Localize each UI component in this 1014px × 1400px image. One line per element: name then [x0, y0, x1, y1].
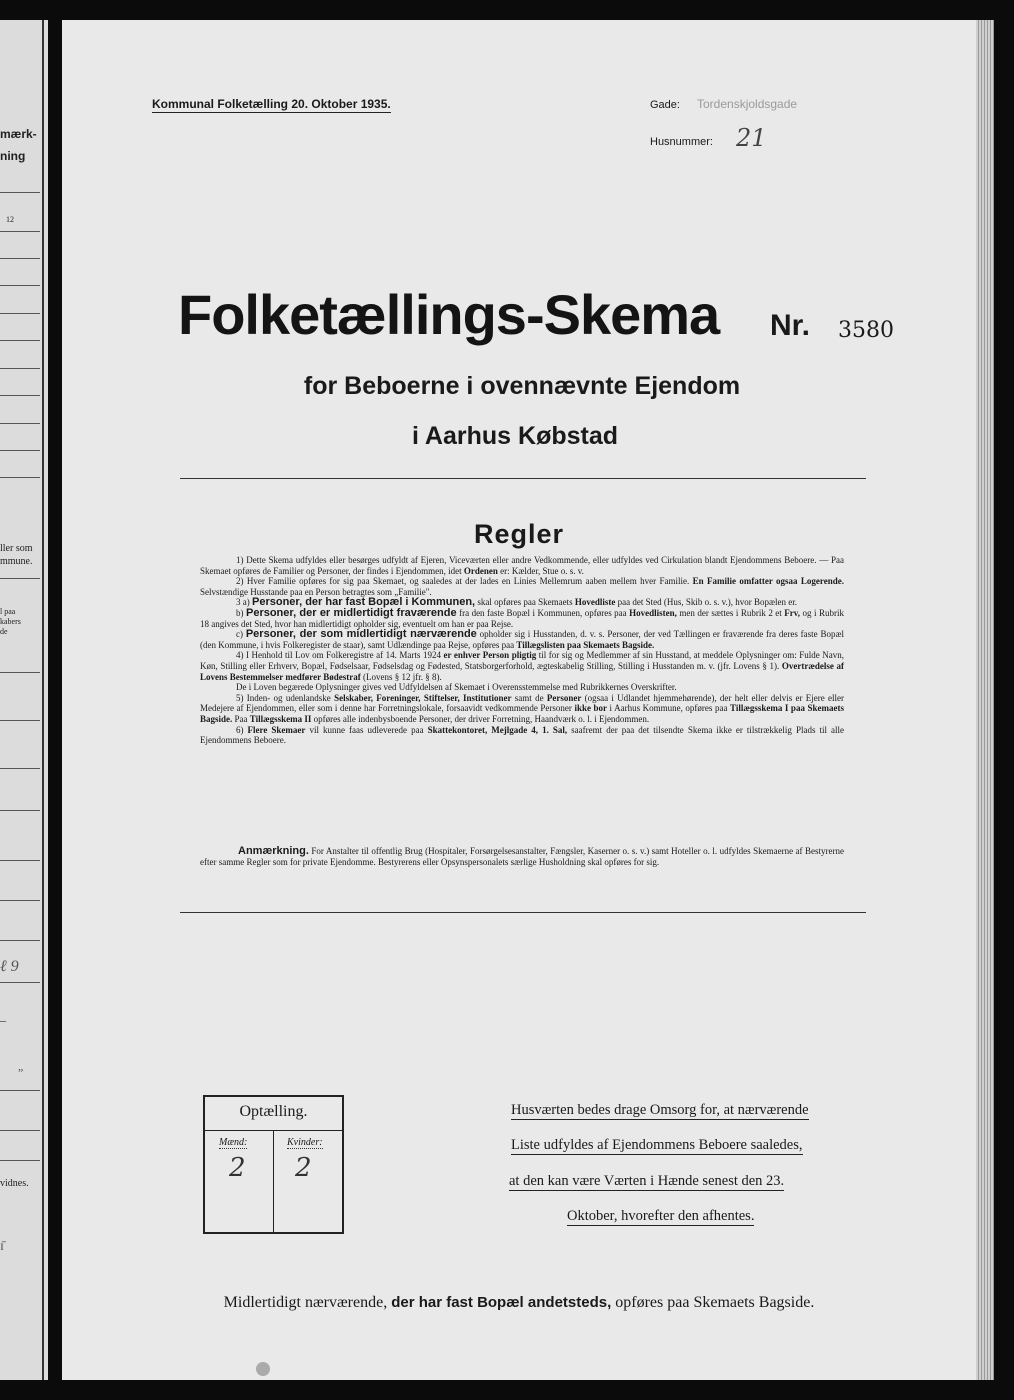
rule-3a: 3 a) Personer, der har fast Bopæl i Kommunen, skal opføres paa Skemaets Hovedliste paa det Sted (Hus, Skib o. s. v.), hvor Bopælen er.	[236, 596, 797, 609]
page-stack-edge	[976, 20, 994, 1380]
footer-note: Midlertidigt nærværende, der har fast Bopæl andetsteds, opføres paa Skemaets Bagside.	[223, 1294, 815, 1311]
remark-text	[200, 846, 844, 868]
remark-heading: Anmærkning.	[238, 845, 309, 857]
left-fragment: mærk-	[0, 127, 37, 141]
remark-body: For Anstalter til offentlig Brug (Hospitaler, Forsørgelsesanstalter, Fængsler, Kaserner o. s. v.) samt Hoteller o. l. udfyldes Skemaerne af Bestyrerne efter samme Regler som for private Ejendomme. Bestyrerens eller Opsynspersonalets særlige Husholdning skal opføres for sig.	[200, 846, 845, 867]
left-fragment: de	[0, 627, 8, 636]
left-fragment: –	[0, 1013, 6, 1027]
instruction-line: at den kan være Værten i Hænde senest den 23.	[509, 1173, 785, 1189]
rule-6: 6) Flere Skemaer vil kunne faas udleverede paa Skattekontoret, Mejlgade 4, 1. Sal, saafremt der paa det tilsendte Skema ikke er tilstrækkelig Plads til alle Ejendommens Beboere.	[200, 724, 845, 746]
instruction-line: Oktober, hvorefter den afhentes.	[567, 1208, 755, 1224]
left-fragment: „	[18, 1059, 24, 1073]
house-number-value: 21	[736, 124, 767, 152]
left-fragment: ℓ 9	[0, 958, 19, 975]
street-label: Gade:	[650, 99, 680, 111]
rule-1: 1) Dette Skema udfyldes eller besørges udfyldt af Ejeren, Viceværten eller andre Vedkommende, eller udfyldes ved Cirkulation blandt Ejendommens Beboere. — Paa Skemaet opføres de Familier og Personer, der findes i Ejendommen, idet Ordenen er: Kælder, Stue o. s. v.	[200, 555, 844, 576]
men-label: Mænd:	[219, 1137, 248, 1148]
rule-4-cont: De i Loven begærede Oplysninger gives ved Udfyldelsen af Skemaet i Overensstemmelse med Rubrikkernes Overskrifter.	[236, 682, 677, 693]
women-label: Kvinder:	[287, 1137, 323, 1148]
left-fragment: ɪ̄	[0, 1239, 4, 1254]
street-value: Tordenskjoldsgade	[697, 97, 798, 111]
rules-text	[200, 555, 844, 746]
house-number-label: Husnummer:	[650, 136, 713, 148]
count-box	[203, 1095, 344, 1234]
rule-2: 2) Hver Familie opføres for sig paa Skemaet, og saaledes at der lades en Linies Mellemrum aaben mellem hver Familie. En Familie omfatter ogsaa Logerende. Selvstændige Husstande paa en Person betragtes som „Familie".	[200, 576, 844, 597]
men-count: 2	[229, 1153, 246, 1183]
divider	[180, 478, 866, 479]
rule-3b: b) Personer, der er midlertidigt fraværende fra den faste Bopæl i Kommunen, opføres paa Hovedlisten, men der sættes i Rubrik 2 et Frv, og i Rubrik 18 angives det Sted, hvor han midlertidigt opholder sig, eventuelt om han er paa Rejse.	[200, 606, 844, 629]
left-fragment: mmune.	[0, 556, 33, 567]
count-title: Optælling.	[205, 1097, 342, 1131]
divider	[180, 912, 866, 913]
count-divider	[273, 1130, 274, 1234]
form-title: Folketællings-Skema	[178, 283, 720, 346]
left-adjacent-page	[0, 20, 48, 1380]
form-subtitle-city: i Aarhus Købstad	[411, 422, 619, 450]
left-fragment: ller som	[0, 543, 33, 554]
left-fragment: 12	[6, 215, 14, 224]
form-number-value: 3580	[838, 318, 894, 343]
left-fragment: vidnes.	[0, 1178, 29, 1189]
punch-hole	[256, 1362, 270, 1376]
rule-4: 4) I Henhold til Lov om Folkeregistre af 14. Marts 1924 er enhver Person pligtig til for sig og Medlemmer af sin Husstand, at meddele Oplysninger om: Fulde Navn, Køn, Stilling eller Erhverv, Bopæl, Fødselsaar, Fødselsdag og Fødested, Statsborgerforhold, ægteskabelig Stilling, Stilling i Husstanden m. v. (jfr. Lovens § 1). Overtrædelse af Lovens Bestemmelser medfører Bødestraf (Lovens § 12 jfr. § 8).	[200, 650, 845, 682]
left-fragment: ning	[0, 149, 26, 163]
instruction-line: Husværten bedes drage Omsorg for, at nærværende	[511, 1102, 809, 1118]
rule-5: 5) Inden- og udenlandske Selskaber, Foreninger, Stiftelser, Institutioner samt de Personer (ogsaa i Udlandet hjemmehørende), der helt eller delvis er Ejere eller Medejere af Ejendommen, eller som i denne har Forretningslokale, forsaavidt vedkommende Personer ikke bor i Aarhus Kommune, opføres paa Tillægsskema I paa Skemaets Bagside. Paa Tillægsskema II opføres alle indenbysboende Personer, der driver Forretning, Haandværk o. l. i Ejendommen.	[200, 692, 845, 724]
rule-3c: c) Personer, der som midlertidigt nærværende opholder sig i Husstanden, d. v. s. Personer, der ved Tællingen er fraværende fra deres faste Bopæl (den Kommune, i hvis Folkeregister de staar), samt Udlændinge paa Rejse, opføres paa Tillægslisten paa Skemaets Bagside.	[200, 628, 845, 650]
women-count: 2	[295, 1153, 312, 1183]
form-subtitle: for Beboerne i ovennævnte Ejendom	[303, 372, 741, 400]
rules-heading: Regler	[474, 519, 565, 549]
left-fragment: kabers	[0, 617, 21, 626]
instruction-line: Liste udfyldes af Ejendommens Beboere saaledes,	[511, 1137, 803, 1153]
form-number-label: Nr.	[770, 309, 811, 342]
census-heading: Kommunal Folketælling 20. Oktober 1935.	[152, 97, 391, 111]
left-fragment: l paa	[0, 607, 16, 616]
